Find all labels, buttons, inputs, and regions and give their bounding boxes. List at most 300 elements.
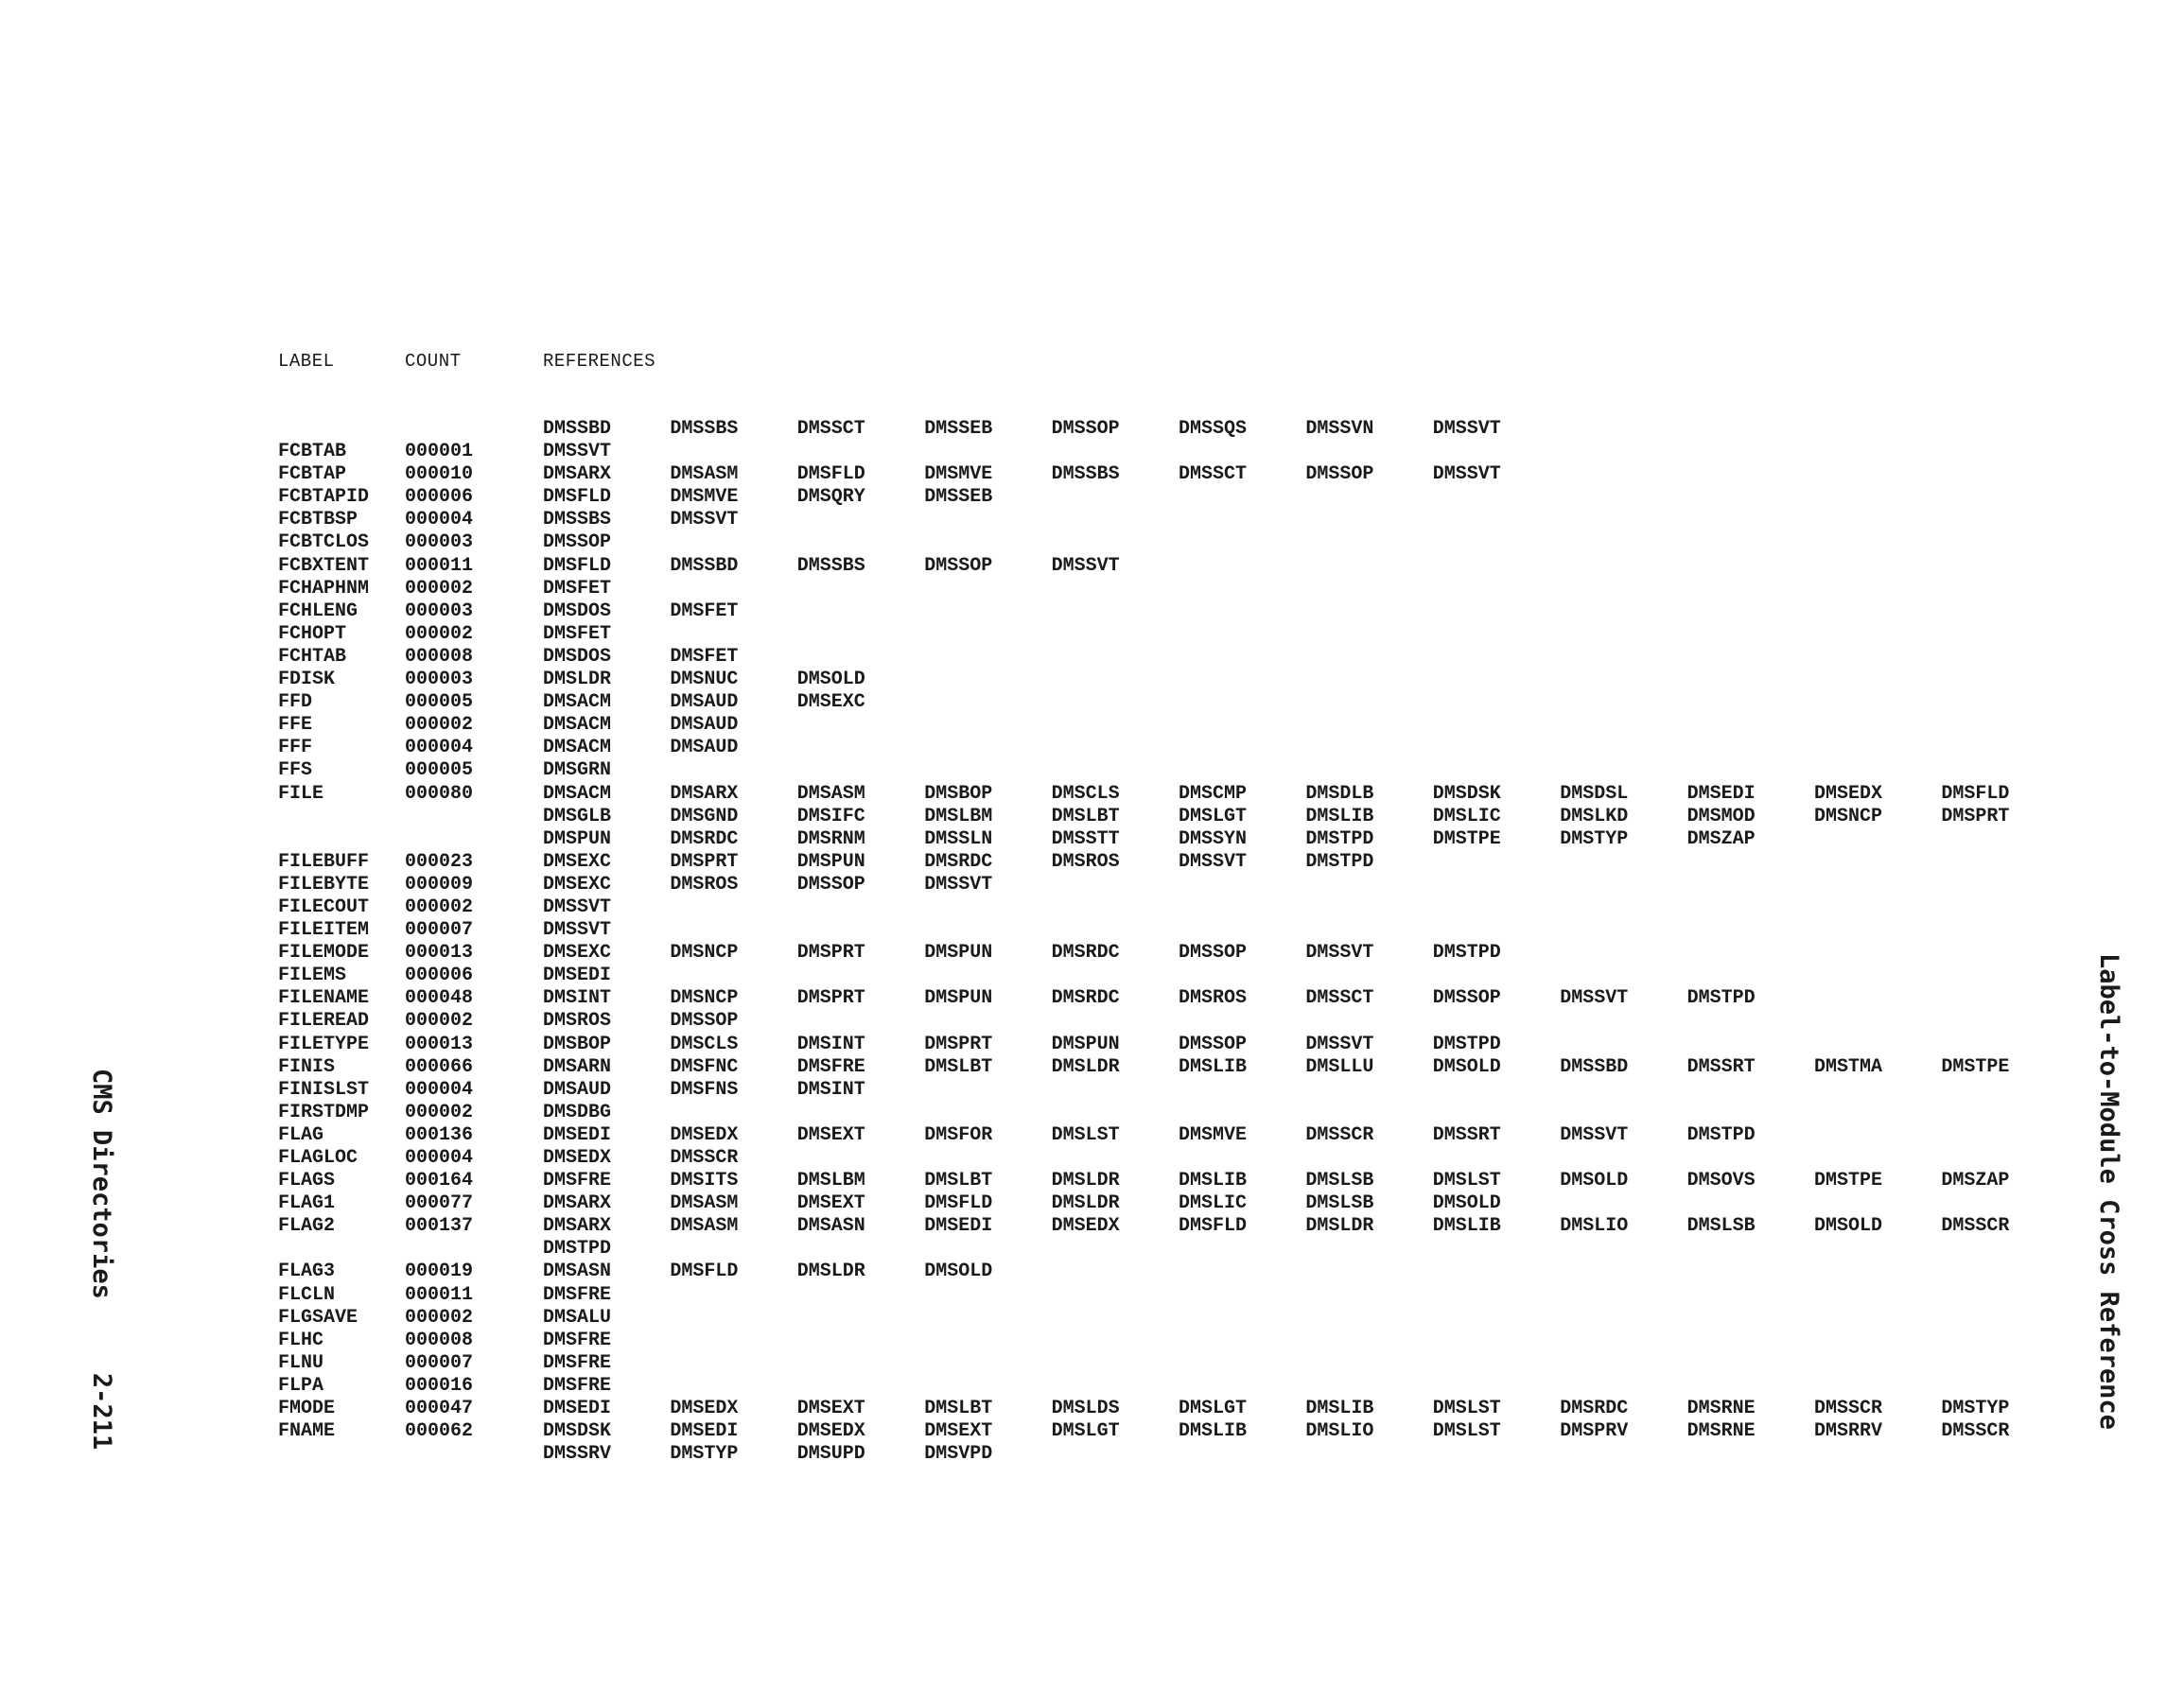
module-reference: DMSLBT — [924, 1170, 993, 1192]
module-reference: DMSOLD — [1432, 1192, 1501, 1215]
module-reference: DMSARN — [543, 1055, 612, 1078]
row-count: 000007 — [405, 1351, 474, 1374]
row-count: 000062 — [405, 1420, 474, 1443]
module-reference: DMSRNE — [1686, 1420, 1756, 1443]
module-reference: DMSOLD — [1432, 1055, 1501, 1078]
module-reference: DMSSVT — [1051, 554, 1120, 577]
row-label: FNAME — [278, 1420, 336, 1443]
module-reference: DMSSEB — [924, 418, 993, 440]
row-count: 000019 — [405, 1261, 474, 1283]
row-label: FFS — [278, 759, 313, 782]
module-reference: DMSPUN — [924, 987, 993, 1010]
table-row — [278, 486, 2075, 509]
module-reference: DMSLBT — [924, 1055, 993, 1078]
module-reference: DMSARX — [543, 1215, 612, 1238]
module-reference: DMSEXT — [796, 1398, 865, 1420]
module-reference: DMSLDR — [796, 1261, 865, 1283]
module-reference: DMSZAP — [1941, 1170, 2010, 1192]
module-reference: DMSSVT — [924, 873, 993, 896]
module-reference: DMSLSB — [1305, 1192, 1374, 1215]
module-reference: DMSACM — [543, 714, 612, 737]
module-reference: DMSRDC — [924, 850, 993, 873]
module-reference: DMSSRV — [543, 1443, 612, 1466]
row-label: FLAG3 — [278, 1261, 336, 1283]
table-row — [278, 1330, 2075, 1352]
module-reference: DMSSVT — [543, 441, 612, 463]
module-reference: DMSASM — [670, 1215, 739, 1238]
module-reference: DMSSBS — [670, 418, 739, 440]
row-label: FIRSTDMP — [278, 1101, 370, 1123]
table-row — [278, 1124, 2075, 1147]
table-row — [278, 1192, 2075, 1215]
module-reference: DMSTYP — [670, 1443, 739, 1466]
row-count: 000002 — [405, 622, 474, 645]
module-reference: DMSINT — [796, 1078, 865, 1101]
module-reference: DMSASM — [670, 463, 739, 486]
module-reference: DMSSOP — [1179, 1033, 1248, 1055]
table-row — [278, 919, 2075, 942]
row-count: 000002 — [405, 577, 474, 600]
module-reference: DMSALU — [543, 1306, 612, 1329]
table-row — [278, 987, 2075, 1010]
table-row — [278, 418, 2075, 441]
module-reference: DMSLIB — [1179, 1055, 1248, 1078]
section-title: CMS Directories — [87, 1069, 116, 1299]
module-reference: DMSLLU — [1305, 1055, 1374, 1078]
table-row — [278, 942, 2075, 965]
module-reference: DMSEDI — [543, 1123, 612, 1146]
page-number: 2-211 — [87, 1372, 116, 1451]
module-reference: DMSFLD — [796, 463, 865, 486]
table-row — [278, 1170, 2075, 1192]
module-reference: DMSLIO — [1560, 1215, 1629, 1238]
module-reference: DMSTPE — [1941, 1055, 2010, 1078]
module-reference: DMSSBD — [1560, 1055, 1629, 1078]
module-reference: DMSDSK — [543, 1420, 612, 1443]
module-reference: DMSFRE — [543, 1351, 612, 1374]
module-reference: DMSAUD — [670, 691, 739, 714]
module-reference: DMSTPD — [1432, 942, 1501, 965]
module-reference: DMSSBS — [1051, 463, 1120, 486]
module-reference: DMSLST — [1051, 1123, 1120, 1146]
module-reference: DMSFLD — [1179, 1215, 1248, 1238]
module-reference: DMSPRT — [1941, 805, 2010, 827]
module-reference: DMSSCR — [1305, 1123, 1374, 1146]
row-label: FCBTCLOS — [278, 531, 370, 554]
module-reference: DMSTPD — [1305, 850, 1374, 873]
module-reference: DMSSLN — [924, 827, 993, 850]
module-reference: DMSMVE — [670, 486, 739, 509]
module-reference: DMSFLD — [1941, 782, 2010, 805]
module-reference: DMSEDX — [1051, 1215, 1120, 1238]
table-row — [278, 555, 2075, 578]
module-reference: DMSFRE — [543, 1283, 612, 1306]
header-label: LABEL — [278, 351, 335, 372]
module-reference: DMSASM — [670, 1192, 739, 1215]
table-row — [278, 1284, 2075, 1307]
module-reference: DMSOLD — [1560, 1170, 1629, 1192]
module-reference: DMSASM — [796, 782, 865, 805]
module-reference: DMSFLD — [543, 486, 612, 509]
module-reference: DMSQRY — [796, 486, 865, 509]
module-reference: DMSNCP — [670, 987, 739, 1010]
module-reference: DMSCLS — [670, 1033, 739, 1055]
table-row — [278, 828, 2075, 851]
module-reference: DMSINT — [543, 987, 612, 1010]
module-reference: DMSARX — [543, 1192, 612, 1215]
module-reference: DMSSCT — [796, 418, 865, 440]
module-reference: DMSDSK — [1432, 782, 1501, 805]
module-reference: DMSVPD — [924, 1443, 993, 1466]
row-label: FFF — [278, 737, 313, 759]
module-reference: DMSSOP — [796, 873, 865, 896]
module-reference: DMSGLB — [543, 805, 612, 827]
module-reference: DMSRDC — [670, 827, 739, 850]
module-reference: DMSEDX — [543, 1147, 612, 1169]
table-row — [278, 1215, 2075, 1238]
table-row — [278, 463, 2075, 486]
table-row — [278, 759, 2075, 782]
module-reference: DMSDSL — [1560, 782, 1629, 805]
row-count: 000008 — [405, 645, 474, 668]
module-reference: DMSFET — [543, 577, 612, 600]
row-count: 000004 — [405, 509, 474, 531]
module-reference: DMSSCT — [1305, 987, 1374, 1010]
row-count: 000013 — [405, 942, 474, 965]
row-count: 000077 — [405, 1192, 474, 1215]
module-reference: DMSNCP — [1814, 805, 1883, 827]
row-count: 000003 — [405, 531, 474, 554]
module-reference: DMSRDC — [1560, 1398, 1629, 1420]
table-row — [278, 737, 2075, 759]
module-reference: DMSDOS — [543, 645, 612, 668]
module-reference: DMSFLD — [670, 1261, 739, 1283]
module-reference: DMSLDS — [1051, 1398, 1120, 1420]
row-label: FILEITEM — [278, 919, 370, 942]
table-row — [278, 1238, 2075, 1261]
row-label: FILEREAD — [278, 1010, 370, 1033]
row-count: 000004 — [405, 1078, 474, 1101]
module-reference: DMSSOP — [670, 1010, 739, 1033]
row-count: 000009 — [405, 873, 474, 896]
module-reference: DMSFNS — [670, 1078, 739, 1101]
module-reference: DMSPUN — [796, 850, 865, 873]
module-reference: DMSSVN — [1305, 418, 1374, 440]
row-label: FILE — [278, 782, 324, 805]
table-row — [278, 714, 2075, 737]
module-reference: DMSLST — [1432, 1170, 1501, 1192]
module-reference: DMSARX — [543, 463, 612, 486]
module-reference: DMSTPD — [1686, 987, 1756, 1010]
row-label: FCBTAP — [278, 463, 347, 486]
row-count: 000001 — [405, 441, 474, 463]
row-label: FCBTBSP — [278, 509, 358, 531]
module-reference: DMSSVT — [543, 896, 612, 918]
module-reference: DMSFRE — [543, 1329, 612, 1351]
module-reference: DMSLIO — [1305, 1420, 1374, 1443]
module-reference: DMSLSB — [1305, 1170, 1374, 1192]
row-label: FINISLST — [278, 1078, 370, 1101]
module-reference: DMSTYP — [1941, 1398, 2010, 1420]
header-count: COUNT — [405, 351, 462, 372]
module-reference: DMSDLB — [1305, 782, 1374, 805]
table-row — [278, 1010, 2075, 1033]
row-count: 000006 — [405, 486, 474, 509]
row-count: 000011 — [405, 554, 474, 577]
module-reference: DMSSYN — [1179, 827, 1248, 850]
table-row — [278, 1443, 2075, 1466]
row-count: 000005 — [405, 759, 474, 782]
row-label: FLHC — [278, 1329, 324, 1351]
row-label: FCHAPHNM — [278, 577, 370, 600]
module-reference: DMSRRV — [1814, 1420, 1883, 1443]
module-reference: DMSSVT — [543, 919, 612, 942]
module-reference: DMSTPD — [543, 1238, 612, 1261]
module-reference: DMSTMA — [1814, 1055, 1883, 1078]
row-label: FLAG1 — [278, 1192, 336, 1215]
module-reference: DMSNUC — [670, 669, 739, 691]
module-reference: DMSLDR — [1051, 1192, 1120, 1215]
module-reference: DMSFRE — [543, 1374, 612, 1397]
module-reference: DMSAUD — [543, 1078, 612, 1101]
table-row — [278, 1398, 2075, 1420]
module-reference: DMSSVT — [1179, 850, 1248, 873]
module-reference: DMSRDC — [1051, 942, 1120, 965]
module-reference: DMSEXT — [796, 1123, 865, 1146]
module-reference: DMSEXC — [543, 942, 612, 965]
module-reference: DMSEDI — [543, 1398, 612, 1420]
module-reference: DMSOLD — [924, 1261, 993, 1283]
module-reference: DMSDOS — [543, 600, 612, 622]
module-reference: DMSLST — [1432, 1398, 1501, 1420]
module-reference: DMSSBD — [670, 554, 739, 577]
module-reference: DMSOLD — [1814, 1215, 1883, 1238]
table-row — [278, 806, 2075, 828]
module-reference: DMSSRT — [1432, 1123, 1501, 1146]
row-count: 000047 — [405, 1398, 474, 1420]
row-label: FILECOUT — [278, 896, 370, 918]
module-reference: DMSSVT — [1432, 463, 1501, 486]
module-reference: DMSRNE — [1686, 1398, 1756, 1420]
module-reference: DMSSBS — [796, 554, 865, 577]
module-reference: DMSACM — [543, 691, 612, 714]
row-count: 000002 — [405, 1306, 474, 1329]
module-reference: DMSSRT — [1686, 1055, 1756, 1078]
module-reference: DMSBOP — [543, 1033, 612, 1055]
module-reference: DMSSOP — [543, 531, 612, 554]
row-count: 000048 — [405, 987, 474, 1010]
table-row — [278, 1056, 2075, 1079]
row-count: 000066 — [405, 1055, 474, 1078]
module-reference: DMSSBD — [543, 418, 612, 440]
module-reference: DMSSOP — [924, 554, 993, 577]
module-reference: DMSLDR — [1305, 1215, 1374, 1238]
module-reference: DMSAUD — [670, 737, 739, 759]
module-reference: DMSGRN — [543, 759, 612, 782]
row-label: FCBTAB — [278, 441, 347, 463]
row-count: 000007 — [405, 919, 474, 942]
module-reference: DMSSCR — [1941, 1215, 2010, 1238]
module-reference: DMSLIB — [1305, 1398, 1374, 1420]
module-reference: DMSSCR — [1941, 1420, 2010, 1443]
table-row — [278, 578, 2075, 600]
module-reference: DMSTPE — [1432, 827, 1501, 850]
table-row — [278, 646, 2075, 669]
row-label: FCBTAPID — [278, 486, 370, 509]
module-reference: DMSEDX — [1814, 782, 1883, 805]
module-reference: DMSPRT — [796, 987, 865, 1010]
module-reference: DMSEXC — [543, 850, 612, 873]
table-row — [278, 783, 2075, 806]
module-reference: DMSLST — [1432, 1420, 1501, 1443]
module-reference: DMSCLS — [1051, 782, 1120, 805]
module-reference: DMSFET — [543, 622, 612, 645]
row-count: 000010 — [405, 463, 474, 486]
module-reference: DMSTPE — [1814, 1170, 1883, 1192]
module-reference: DMSSVT — [1305, 1033, 1374, 1055]
module-reference: DMSEDI — [1686, 782, 1756, 805]
table-row — [278, 896, 2075, 919]
module-reference: DMSLDR — [1051, 1055, 1120, 1078]
row-count: 000137 — [405, 1215, 474, 1238]
module-reference: DMSLBM — [796, 1170, 865, 1192]
module-reference: DMSSCT — [1179, 463, 1248, 486]
row-count: 000004 — [405, 737, 474, 759]
module-reference: DMSLDR — [543, 669, 612, 691]
row-count: 000080 — [405, 782, 474, 805]
module-reference: DMSRNM — [796, 827, 865, 850]
module-reference: DMSBOP — [924, 782, 993, 805]
module-reference: DMSDBG — [543, 1101, 612, 1123]
module-reference: DMSEDI — [670, 1420, 739, 1443]
row-count: 000008 — [405, 1329, 474, 1351]
module-reference: DMSINT — [796, 1033, 865, 1055]
module-reference: DMSPRT — [670, 850, 739, 873]
cross-reference-listing — [278, 418, 2075, 1466]
row-count: 000023 — [405, 850, 474, 873]
table-row — [278, 441, 2075, 463]
module-reference: DMSGND — [670, 805, 739, 827]
module-reference: DMSLGT — [1051, 1420, 1120, 1443]
row-label: FLAGS — [278, 1170, 336, 1192]
row-label: FLNU — [278, 1351, 324, 1374]
row-count: 000136 — [405, 1123, 474, 1146]
table-row — [278, 1375, 2075, 1398]
module-reference: DMSSQS — [1179, 418, 1248, 440]
table-row — [278, 1034, 2075, 1056]
module-reference: DMSACM — [543, 782, 612, 805]
module-reference: DMSOLD — [796, 669, 865, 691]
module-reference: DMSPRT — [924, 1033, 993, 1055]
row-label: FLAG — [278, 1123, 324, 1146]
module-reference: DMSPRT — [796, 942, 865, 965]
header-references: REFERENCES — [543, 351, 656, 372]
module-reference: DMSEDI — [924, 1215, 993, 1238]
module-reference: DMSTPD — [1305, 827, 1374, 850]
module-reference: DMSEXT — [924, 1420, 993, 1443]
table-row — [278, 874, 2075, 896]
table-row — [278, 1420, 2075, 1443]
row-label: FILETYPE — [278, 1033, 370, 1055]
module-reference: DMSROS — [670, 873, 739, 896]
module-reference: DMSPRV — [1560, 1420, 1629, 1443]
module-reference: DMSUPD — [796, 1443, 865, 1466]
module-reference: DMSTPD — [1432, 1033, 1501, 1055]
row-count: 000013 — [405, 1033, 474, 1055]
module-reference: DMSLIB — [1305, 805, 1374, 827]
module-reference: DMSEDX — [670, 1398, 739, 1420]
module-reference: DMSSVT — [1560, 1123, 1629, 1146]
module-reference: DMSRDC — [1051, 987, 1120, 1010]
module-reference: DMSMOD — [1686, 805, 1756, 827]
row-count: 000002 — [405, 1010, 474, 1033]
row-count: 000002 — [405, 714, 474, 737]
row-count: 000002 — [405, 896, 474, 918]
module-reference: DMSPUN — [924, 942, 993, 965]
module-reference: DMSLDR — [1051, 1170, 1120, 1192]
module-reference: DMSEXC — [543, 873, 612, 896]
module-reference: DMSLIB — [1432, 1215, 1501, 1238]
module-reference: DMSLBM — [924, 805, 993, 827]
module-reference: DMSSTT — [1051, 827, 1120, 850]
row-label: FFD — [278, 691, 313, 714]
table-row — [278, 509, 2075, 531]
module-reference: DMSFET — [670, 600, 739, 622]
module-reference: DMSFRE — [543, 1170, 612, 1192]
module-reference: DMSEXC — [796, 691, 865, 714]
module-reference: DMSCMP — [1179, 782, 1248, 805]
row-count: 000016 — [405, 1374, 474, 1397]
row-count: 000003 — [405, 600, 474, 622]
module-reference: DMSFET — [670, 645, 739, 668]
module-reference: DMSSCR — [670, 1147, 739, 1169]
row-count: 000011 — [405, 1283, 474, 1306]
module-reference: DMSSOP — [1179, 942, 1248, 965]
row-label: FINIS — [278, 1055, 336, 1078]
module-reference: DMSLBT — [924, 1398, 993, 1420]
module-reference: DMSPUN — [1051, 1033, 1120, 1055]
table-row — [278, 691, 2075, 714]
module-reference: DMSSCR — [1814, 1398, 1883, 1420]
module-reference: DMSLIB — [1179, 1420, 1248, 1443]
module-reference: DMSFRE — [796, 1055, 865, 1078]
table-row — [278, 623, 2075, 646]
module-reference: DMSZAP — [1686, 827, 1756, 850]
row-label: FCBXTENT — [278, 554, 370, 577]
row-label: FILEBUFF — [278, 850, 370, 873]
module-reference: DMSASN — [796, 1215, 865, 1238]
row-count: 000006 — [405, 965, 474, 987]
module-reference: DMSEXT — [796, 1192, 865, 1215]
table-row — [278, 600, 2075, 623]
module-reference: DMSEDX — [670, 1123, 739, 1146]
row-count: 000164 — [405, 1170, 474, 1192]
row-label: FILEMS — [278, 965, 347, 987]
row-label: FMODE — [278, 1398, 336, 1420]
table-row — [278, 1079, 2075, 1102]
module-reference: DMSLIB — [1179, 1170, 1248, 1192]
module-reference: DMSARX — [670, 782, 739, 805]
row-label: FDISK — [278, 669, 336, 691]
module-reference: DMSEDX — [796, 1420, 865, 1443]
chapter-title: Label-to-Module Cross Reference — [2094, 953, 2123, 1430]
module-reference: DMSFNC — [670, 1055, 739, 1078]
module-reference: DMSPUN — [543, 827, 612, 850]
module-reference: DMSSVT — [1305, 942, 1374, 965]
row-label: FFE — [278, 714, 313, 737]
table-row — [278, 531, 2075, 554]
module-reference: DMSACM — [543, 737, 612, 759]
